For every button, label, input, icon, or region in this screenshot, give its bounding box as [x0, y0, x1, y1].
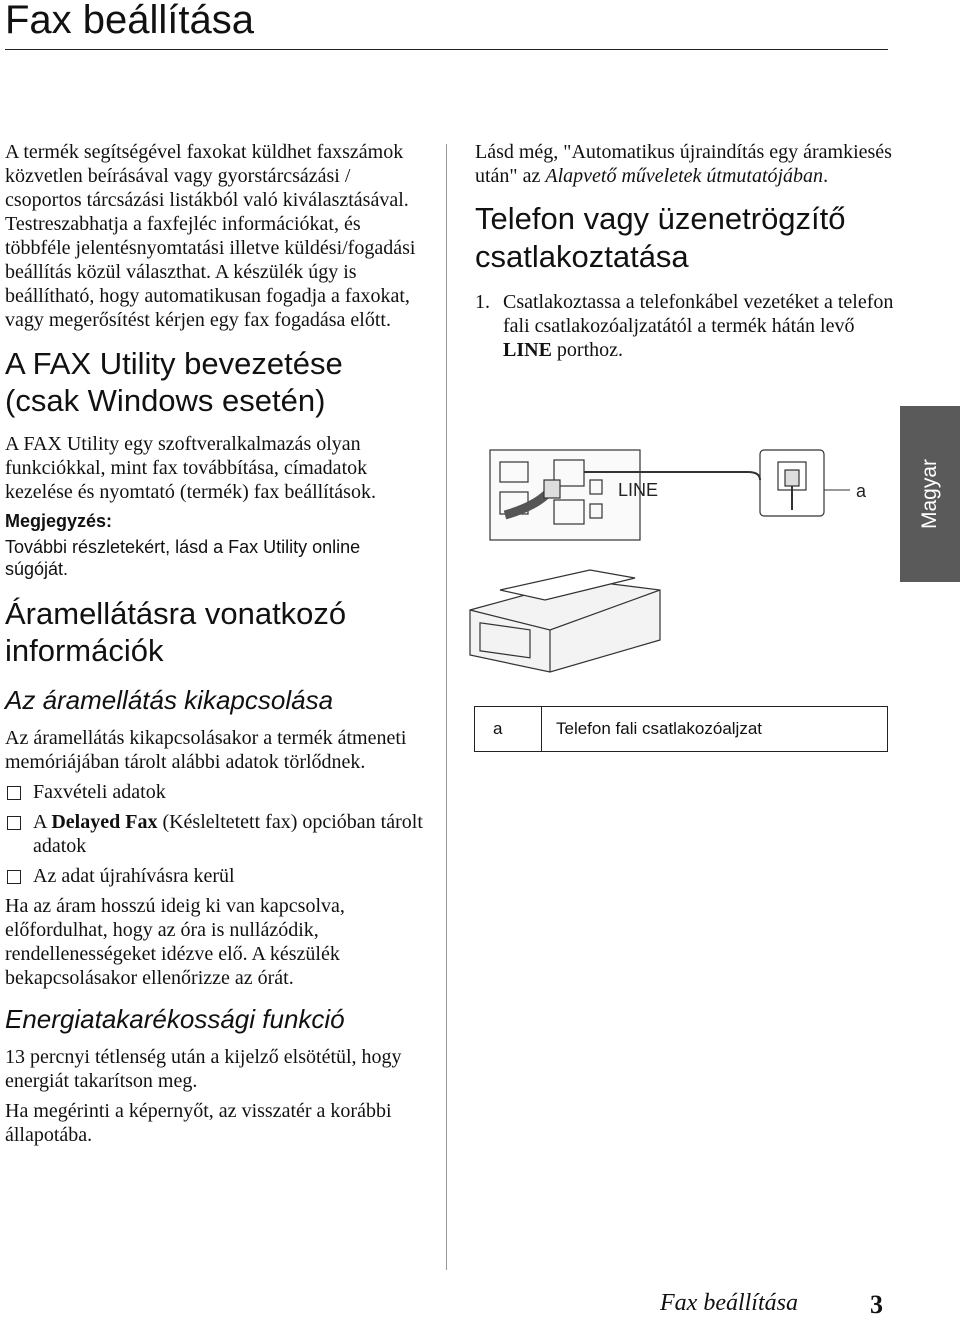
left-column	[5, 140, 425, 1147]
power-paragraph-2: Ha az áram hosszú ideig ki van kapcsolva, előfordulhat, hogy az óra is nullázódik, rendellenességeket idézve elő. A készülék bekapcsolásakor ellenőrizze az órát.	[5, 895, 345, 989]
checkbox-bullet-icon	[7, 786, 21, 800]
page-number: 3	[870, 1290, 883, 1319]
wall-plug-icon	[785, 470, 799, 486]
line-port-term: LINE	[503, 339, 552, 361]
title-rule	[5, 49, 888, 50]
note-text: További részletekért, lásd a Fax Utility online súgóját.	[5, 537, 361, 579]
list-item	[5, 864, 425, 888]
heading-power-info: Áramellátásra vonatkozó információk	[5, 596, 347, 668]
power-off-paragraph: Az áramellátás kikapcsolásakor a termék átmeneti memóriájában tárolt alábbi adatok törlődnek.	[5, 727, 407, 773]
step-text: Csatlakoztassa a telefonkábel vezetéket a telefon fali csatlakozóaljzatától a termék hátán levő LINE porthoz.	[503, 291, 894, 361]
heading-fax-utility: A FAX Utility bevezetése (csak Windows esetén)	[5, 346, 343, 418]
checkbox-bullet-icon	[7, 870, 21, 884]
rj11-plug-icon	[544, 480, 560, 498]
heading-energy: Energiatakarékossági funkció	[5, 1004, 345, 1034]
language-tab	[900, 406, 960, 582]
heading-phone-connect: Telefon vagy üzenetrögzítő csatlakoztatása	[475, 201, 846, 274]
diagram-line-label: LINE	[618, 480, 659, 500]
see-also-paragraph: Lásd még, "Automatikus újraindítás egy áramkiesés után" az Alapvető műveletek útmutatójában.	[475, 141, 892, 187]
list-item	[5, 780, 425, 804]
step-number: 1.	[475, 291, 490, 313]
bullet-text: Faxvételi adatok	[33, 781, 166, 803]
column-divider	[446, 144, 447, 1270]
see-also-reference: Alapvető műveletek útmutatójában	[545, 165, 824, 187]
table-row	[475, 707, 888, 752]
legend-key: a	[475, 707, 542, 752]
footer-title: Fax beállítása	[660, 1290, 798, 1316]
diagram-callout-a: a	[856, 481, 867, 501]
list-item	[5, 810, 425, 858]
delayed-fax-term: Delayed Fax	[51, 811, 158, 833]
language-tab-label: Magyar	[918, 458, 941, 530]
checkbox-bullet-icon	[7, 816, 21, 830]
intro-paragraph: A termék segítségével faxokat küldhet faxszámok közvetlen beírásával vagy gyorstárcsázási / csoportos tárcsázási listákból való kiválasztásával. Testreszabhatja a faxfejléc információkat, és többféle jelentésnyomtatási illetve küldési/fogadási beállítás közül választhat. A készülék úgy is beállítható, hogy automatikusan fogadja a faxokat, vagy megerősítést kérjen egy fax fogadása előtt.	[5, 141, 416, 331]
connection-diagram	[460, 440, 900, 690]
heading-power-off: Az áramellátás kikapcsolása	[5, 685, 334, 715]
bullet-text: A Delayed Fax (Késleltetett fax) opcióban tárolt adatok	[33, 811, 423, 857]
bullet-text: Az adat újrahívásra kerül	[33, 865, 235, 887]
fax-utility-paragraph: A FAX Utility egy szoftveralkalmazás olyan funkciókkal, mint fax továbbítása, címadatok kezelése és nyomtató (termék) fax beállítások.	[5, 433, 376, 503]
step-1	[475, 290, 895, 362]
legend-table	[474, 706, 888, 752]
page-title: Fax beállítása	[5, 0, 255, 42]
energy-paragraph-1: 13 percnyi tétlenség után a kijelző elsötétül, hogy energiát takarítson meg.	[5, 1046, 402, 1092]
note-heading: Megjegyzés:	[5, 511, 113, 531]
legend-value: Telefon fali csatlakozóaljzat	[542, 707, 888, 752]
right-column	[475, 140, 895, 362]
energy-paragraph-2: Ha megérinti a képernyőt, az visszatér a korábbi állapotába.	[5, 1100, 392, 1146]
